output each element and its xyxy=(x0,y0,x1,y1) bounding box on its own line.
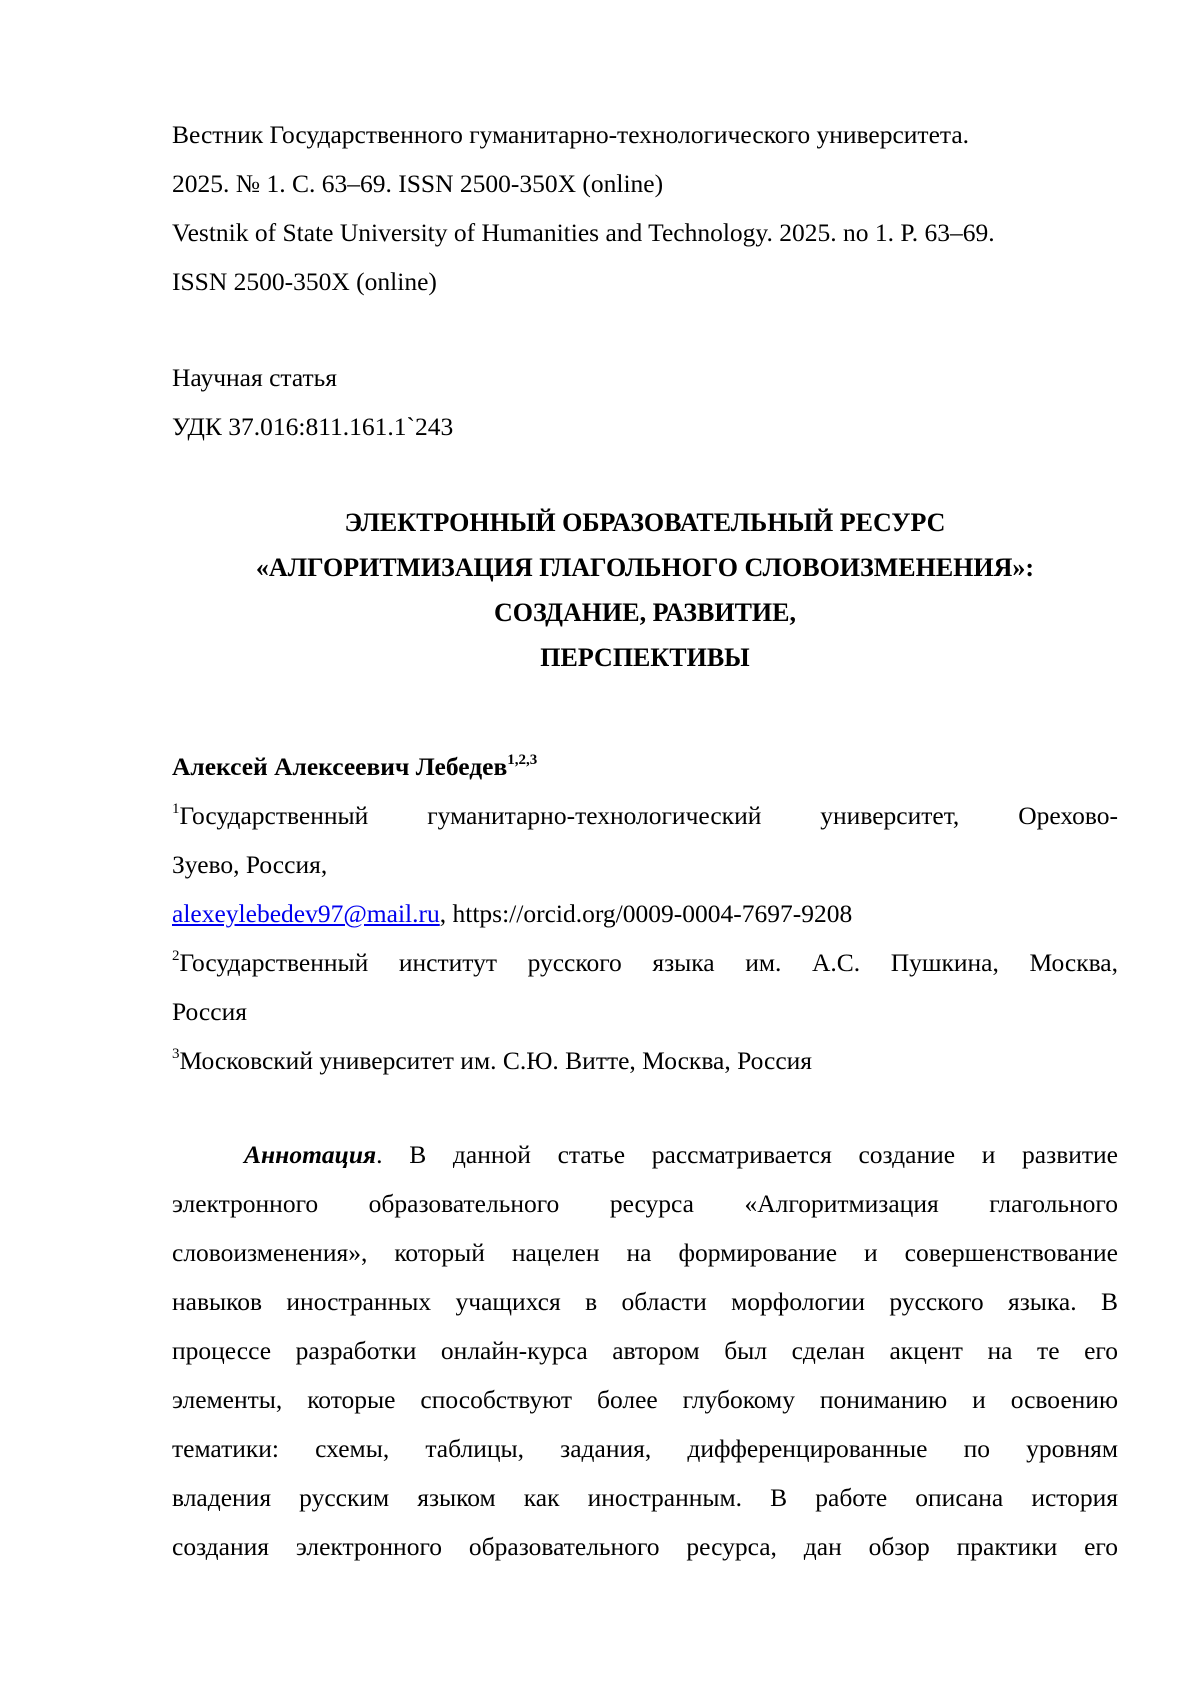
author-block xyxy=(172,742,1118,1085)
title-line: ПЕРСПЕКТИВЫ xyxy=(172,635,1118,680)
abstract-text: . В данной статье рассматривается создание и развитие xyxy=(376,1140,1118,1169)
affiliation-2-cont: Россия xyxy=(172,987,1118,1036)
title-line: ЭЛЕКТРОННЫЙ ОБРАЗОВАТЕЛЬНЫЙ РЕСУРС xyxy=(172,500,1118,545)
author-line xyxy=(172,742,1118,791)
article-title xyxy=(172,500,1118,680)
email-link[interactable]: alexeylebedev97@mail.ru xyxy=(172,899,440,928)
abstract-line: тематики: схемы, таблицы, задания, дифференцированные по уровням xyxy=(172,1424,1118,1473)
abstract-line: электронного образовательного ресурса «Алгоритмизация глагольного xyxy=(172,1179,1118,1228)
article-meta xyxy=(172,353,1118,451)
affiliation-text: Государственный институт русского языка им. А.С. Пушкина, Москва, xyxy=(180,948,1119,977)
author-name: Алексей Алексеевич Лебедев xyxy=(172,752,507,781)
affiliation-3 xyxy=(172,1036,1118,1085)
affiliation-mark: 2 xyxy=(172,948,180,964)
abstract-label: Аннотация xyxy=(244,1140,376,1169)
abstract-line: навыков иностранных учащихся в области морфологии русского языка. В xyxy=(172,1277,1118,1326)
affiliation-mark: 3 xyxy=(172,1046,180,1062)
title-line: СОЗДАНИЕ, РАЗВИТИЕ, xyxy=(172,590,1118,635)
abstract-line xyxy=(172,1130,1118,1179)
orcid-text: , https://orcid.org/0009-0004-7697-9208 xyxy=(440,899,852,928)
title-line: «АЛГОРИТМИЗАЦИЯ ГЛАГОЛЬНОГО СЛОВОИЗМЕНЕНИЯ»: xyxy=(172,545,1118,590)
header-line: ISSN 2500-350X (online) xyxy=(172,257,1118,306)
affiliation-text: Московский университет им. С.Ю. Витте, Москва, Россия xyxy=(180,1046,813,1075)
affiliation-1 xyxy=(172,791,1118,840)
affiliation-mark: 1 xyxy=(172,801,180,817)
affiliation-text: Государственный гуманитарно-технологический университет, Орехово- xyxy=(180,801,1119,830)
abstract-line: процессе разработки онлайн-курса автором был сделан акцент на те его xyxy=(172,1326,1118,1375)
abstract-line: создания электронного образовательного ресурса, дан обзор практики его xyxy=(172,1522,1118,1571)
author-affiliation-marks: 1,2,3 xyxy=(507,752,537,768)
affiliation-2 xyxy=(172,938,1118,987)
journal-header xyxy=(172,110,1118,306)
document-page xyxy=(0,0,1200,1697)
abstract-line: словоизменения», который нацелен на формирование и совершенствование xyxy=(172,1228,1118,1277)
header-line: Vestnik of State University of Humanities and Technology. 2025. no 1. P. 63–69. xyxy=(172,208,1118,257)
abstract-line: владения русским языком как иностранным. В работе описана история xyxy=(172,1473,1118,1522)
article-type: Научная статья xyxy=(172,353,1118,402)
contact-line xyxy=(172,889,1118,938)
header-line: Вестник Государственного гуманитарно-технологического университета. xyxy=(172,110,1118,159)
abstract-block xyxy=(172,1130,1118,1571)
affiliation-1-cont: Зуево, Россия, xyxy=(172,840,1118,889)
udc-code: УДК 37.016:811.161.1`243 xyxy=(172,402,1118,451)
abstract-line: элементы, которые способствуют более глубокому пониманию и освоению xyxy=(172,1375,1118,1424)
header-line: 2025. № 1. С. 63–69. ISSN 2500-350X (online) xyxy=(172,159,1118,208)
